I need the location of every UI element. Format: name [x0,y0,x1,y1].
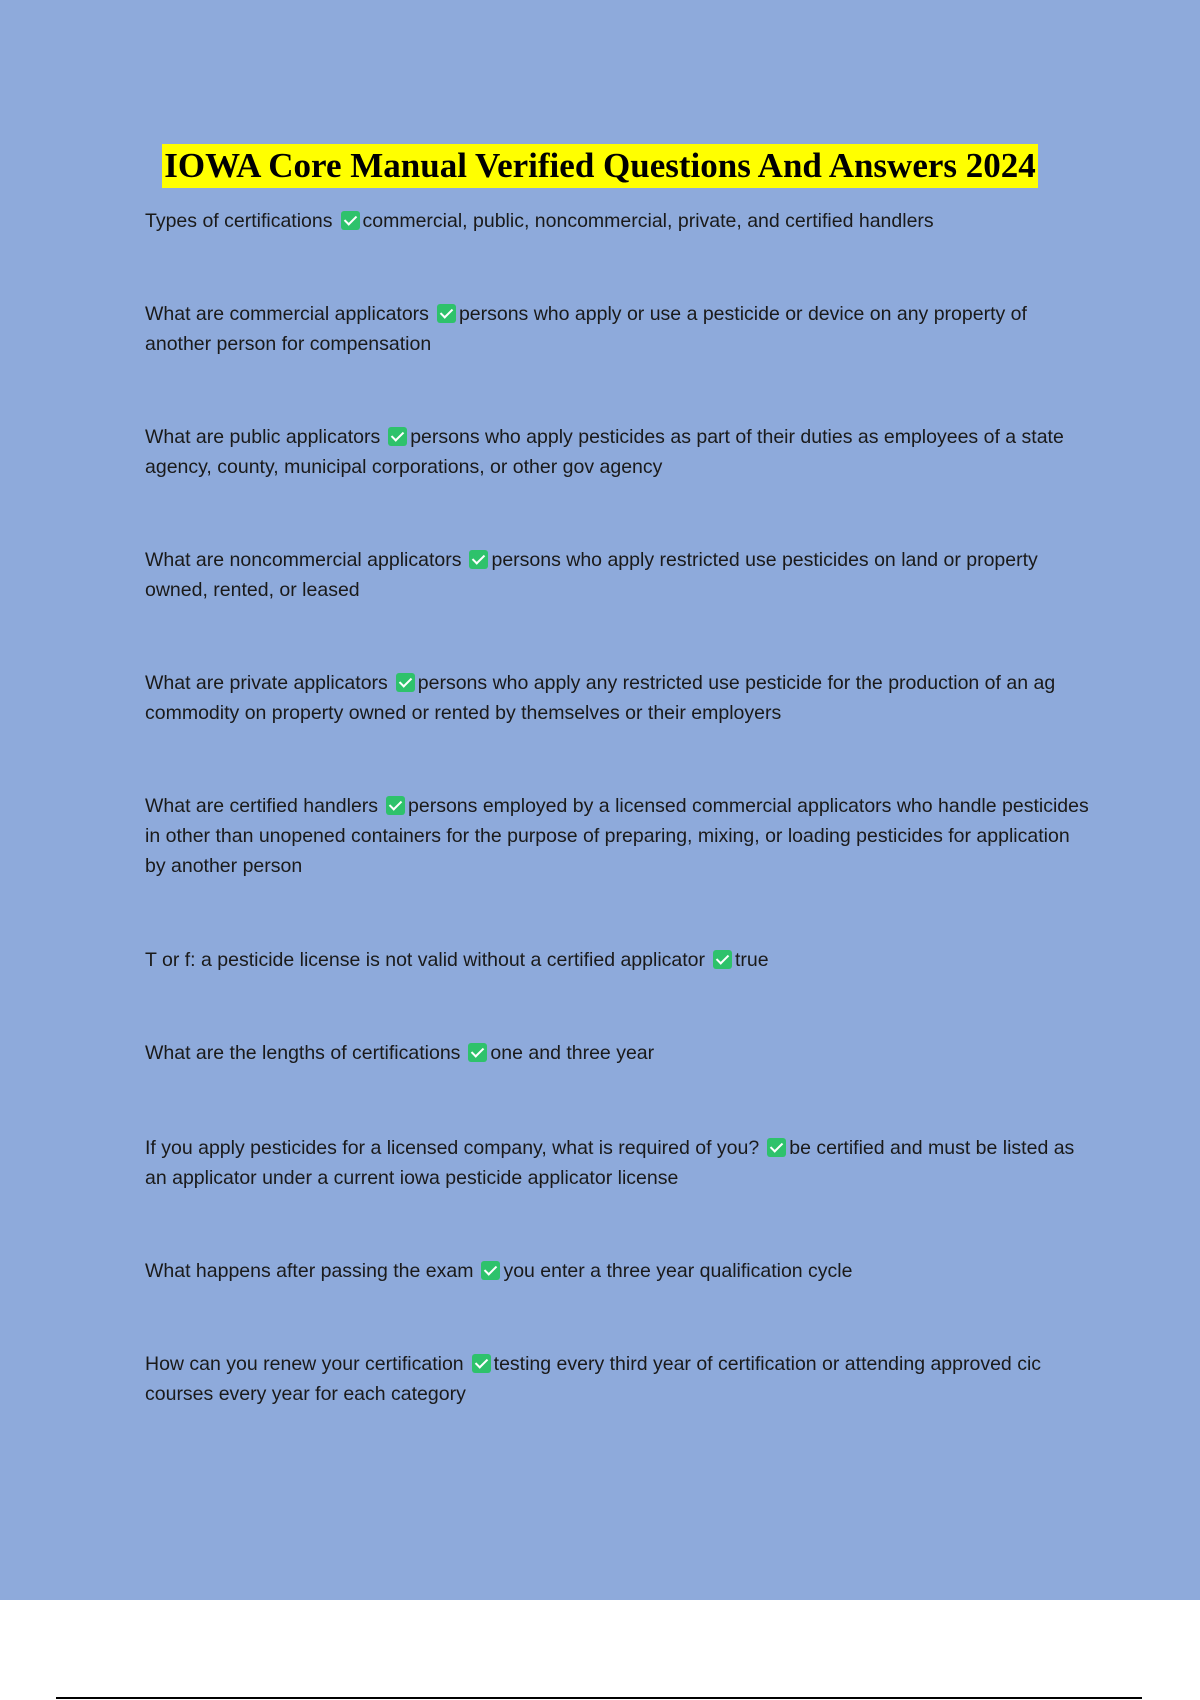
qa-item [145,206,1095,236]
document-title: IOWA Core Manual Verified Questions And Answers 2024 [162,144,1038,188]
check-mark-icon [767,1138,786,1157]
check-mark-icon [468,1043,487,1062]
check-mark-icon [437,304,456,323]
question-text: What are noncommercial applicators [145,549,462,571]
answer-text: persons who apply restricted use pesticides on land or property owned, rented, or leased [145,549,1038,601]
question-text: What are commercial applicators [145,303,429,325]
qa-item [145,668,1095,728]
answer-text: true [735,949,769,971]
question-text: What are private applicators [145,672,388,694]
footer-rule [56,1697,1142,1699]
question-text: What are the lengths of certifications [145,1042,461,1064]
question-text: What happens after passing the exam [145,1260,474,1282]
answer-text: one and three year [490,1042,655,1064]
question-text: If you apply pesticides for a licensed company, what is required of you? [145,1137,760,1159]
answer-text: commercial, public, noncommercial, private, and certified handlers [362,210,934,232]
question-text: What are certified handlers [145,795,379,817]
check-mark-icon [472,1354,491,1373]
answer-text: persons who apply pesticides as part of their duties as employees of a state agency, county, municipal corporations, or other gov agency [145,426,1064,478]
qa-item [145,422,1095,482]
qa-item [145,299,1095,359]
check-mark-icon [386,796,405,815]
answer-text: testing every third year of certification or attending approved cic courses every year for each category [145,1353,1042,1405]
question-text: Types of certifications [145,210,333,232]
answer-text: persons employed by a licensed commercial applicators who handle pesticides in other than unopened containers for the purpose of preparing, mixing, or loading pesticides for application by another person [145,795,1089,877]
qa-item [145,1349,1095,1409]
qa-item [145,791,1095,881]
qa-item [145,945,1095,975]
check-mark-icon [713,950,732,969]
title-container [0,144,1200,188]
answer-text: persons who apply or use a pesticide or device on any property of another person for compensation [145,303,1027,355]
check-mark-icon [469,550,488,569]
qa-item [145,1256,1095,1286]
qa-item [145,1133,1095,1193]
check-mark-icon [388,427,407,446]
qa-item [145,1038,1095,1068]
answer-text: persons who apply any restricted use pesticide for the production of an ag commodity on property owned or rented by themselves or their employers [145,672,1056,724]
answer-text: be certified and must be listed as an applicator under a current iowa pesticide applicator license [145,1137,1075,1189]
check-mark-icon [481,1261,500,1280]
check-mark-icon [341,211,360,230]
qa-item [145,545,1095,605]
question-text: How can you renew your certification [145,1353,464,1375]
question-text: T or f: a pesticide license is not valid without a certified applicator [145,949,706,971]
check-mark-icon [396,673,415,692]
answer-text: you enter a three year qualification cycle [503,1260,853,1282]
question-text: What are public applicators [145,426,381,448]
